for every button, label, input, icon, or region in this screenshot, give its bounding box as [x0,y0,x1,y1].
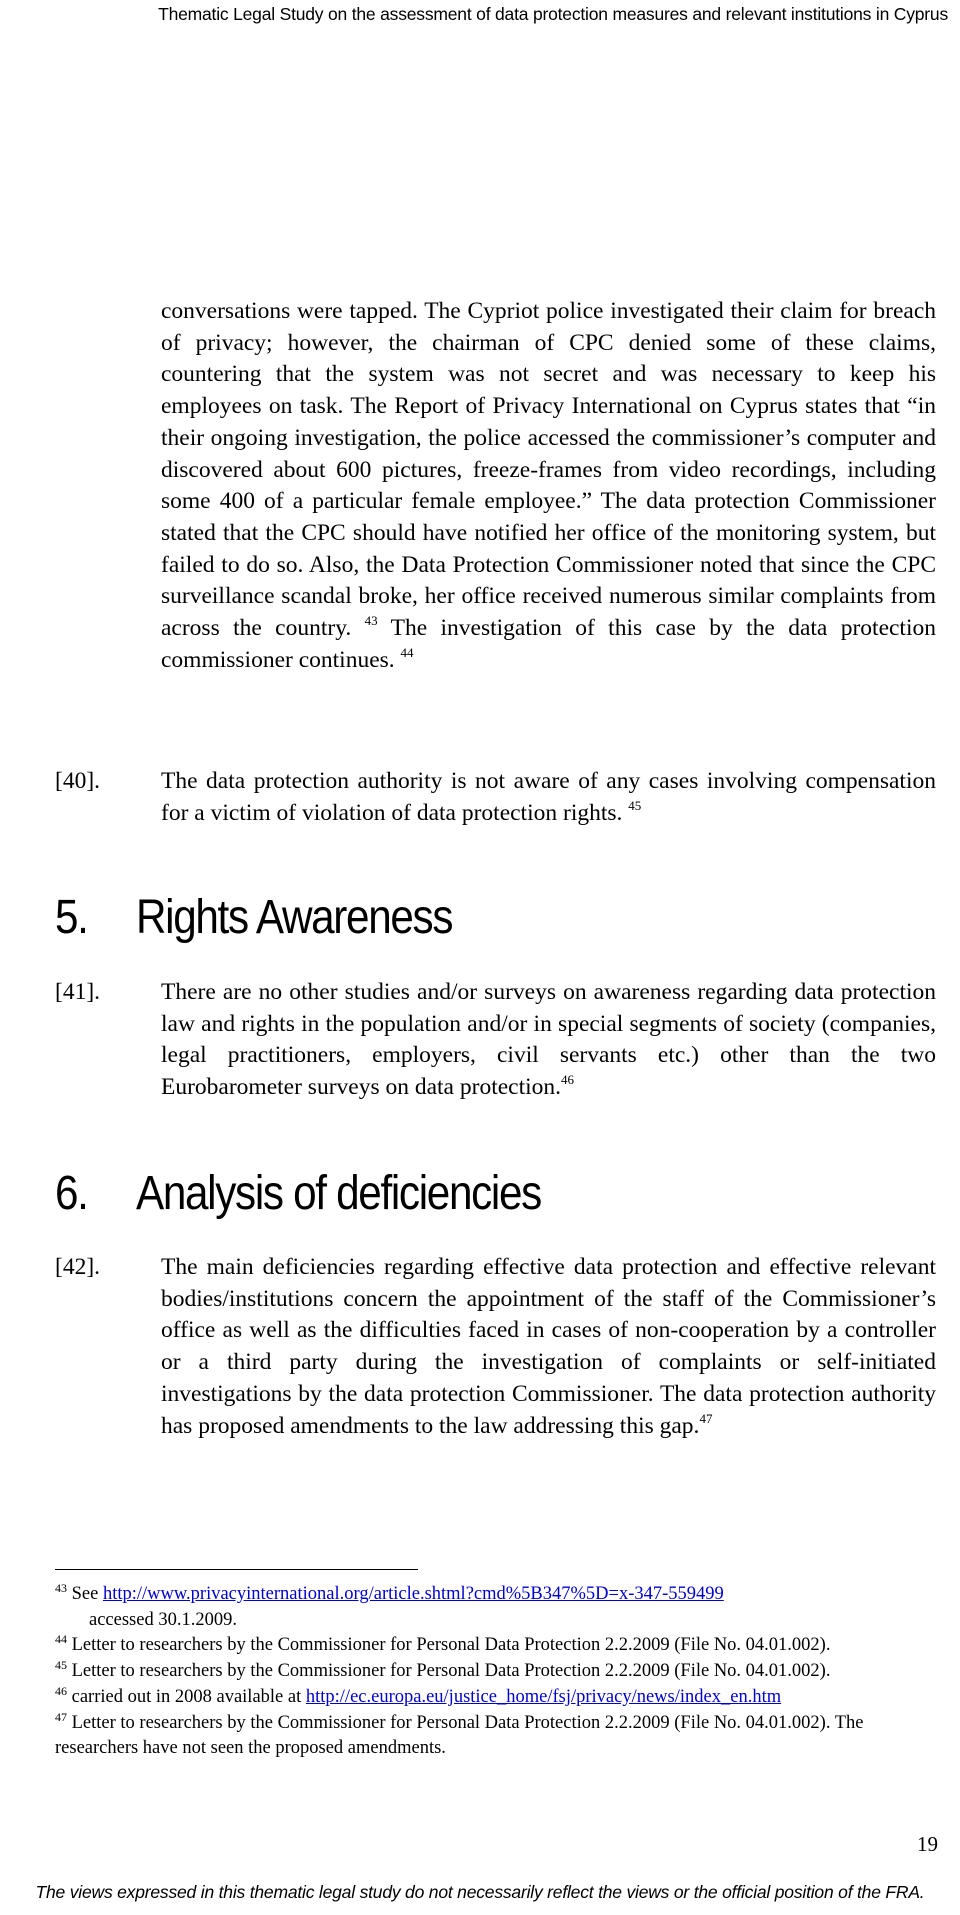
footnote-ref-46[interactable]: 46 [561,1072,575,1088]
footnote-mark: 44 [55,1632,67,1647]
paragraph-number: [42]. [55,1254,101,1280]
paragraph-text: The data protection authority is not aware of any cases involving compensation for a victim of violation of data protection rights. [161,768,936,826]
section-number: 5. [55,891,88,944]
footnote-link[interactable]: http://ec.europa.eu/justice_home/fsj/privacy/news/index_en.htm [305,1686,782,1707]
section-title: Analysis of deficiencies [135,1167,541,1220]
footnote-43-continued: accessed 30.1.2009. [89,1609,237,1630]
paragraph-number: [40]. [55,768,101,794]
footnote-44 [55,1633,935,1659]
continuation-text: conversations were tapped. The Cypriot police investigated their claim for breach of privacy; however, the chairman of CPC denied some of these claims, countering that the system was not secret and was necessary to keep his employees on task. The Report of Privacy International on Cyprus states that “in their ongoing investigation, the police accessed the commissioner’s computer and discovered about 600 pictures, freeze-frames from video recordings, including some 400 of a particular female employee.” The data protection Commissioner stated that the CPC should have notified her office of the monitoring system, but failed to do so. Also, the Data Protection Commissioner noted that since the CPC surveillance scandal broke, her office received numerous similar complaints from across the country. [161,298,936,642]
continuation-text-end: The investigation of this case by the data protection commissioner continues. [161,615,936,673]
footnote-45 [55,1659,935,1685]
paragraph-41 [161,977,936,1104]
footnote-ref-47[interactable]: 47 [699,1410,713,1426]
footnote-text: carried out in 2008 available at [71,1686,306,1707]
footnote-46 [55,1685,935,1711]
paragraph-text: There are no other studies and/or surveys on awareness regarding data protection law and rights in the population and/or in special segments of society (companies, legal practitioners, employers, civil servants etc.) other than the two Eurobarometer surveys on data protection. [161,979,936,1101]
footnote-47 [55,1711,935,1762]
page-number: 19 [917,1832,938,1856]
footnote-mark: 45 [55,1658,67,1673]
footnote-link[interactable]: http://www.privacyinternational.org/article.shtml?cmd%5B347%5D=x-347-559499 [102,1584,724,1604]
footnote-ref-45[interactable]: 45 [628,797,642,813]
section-heading-5 [55,891,453,944]
footnote-mark: 46 [55,1683,67,1698]
footnote-43 [55,1582,935,1608]
paragraph-number: [41]. [55,979,101,1005]
paragraph-40 [161,766,936,829]
running-header: Thematic Legal Study on the assessment of data protection measures and relevant institutions in Cyprus [158,4,948,24]
footnote-mark: 43 [55,1581,67,1595]
section-title: Rights Awareness [135,891,453,944]
footnote-text: Letter to researchers by the Commissioner for Personal Data Protection 2.2.2009 (File No. 04.01.002). The researchers have not seen the proposed amendments. [55,1712,864,1759]
footnote-ref-44[interactable]: 44 [400,644,414,660]
paragraph-42 [161,1252,936,1442]
footnotes [55,1582,935,1762]
continuation-paragraph [161,296,936,676]
footnote-text: Letter to researchers by the Commissioner for Personal Data Protection 2.2.2009 (File No. 04.01.002). [71,1635,831,1656]
footnote-ref-43[interactable]: 43 [364,613,378,629]
paragraph-text: The main deficiencies regarding effective data protection and effective relevant bodies/institutions concern the appointment of the staff of the Commissioner’s office as well as the difficulties faced in cases of non-cooperation by a controller or a third party during the investigation of complaints or self-initiated investigations by the data protection Commissioner. The data protection authority has proposed amendments to the law addressing this gap. [161,1254,936,1439]
footnote-separator [55,1569,418,1570]
footnote-text: See [71,1584,103,1604]
footer-disclaimer: The views expressed in this thematic legal study do not necessarily reflect the views or the official position of the FRA. [35,1882,925,1902]
section-number: 6. [55,1167,88,1220]
section-heading-6 [55,1167,541,1220]
footnote-mark: 47 [55,1709,67,1724]
footnote-text: Letter to researchers by the Commissioner for Personal Data Protection 2.2.2009 (File No. 04.01.002). [71,1661,831,1682]
